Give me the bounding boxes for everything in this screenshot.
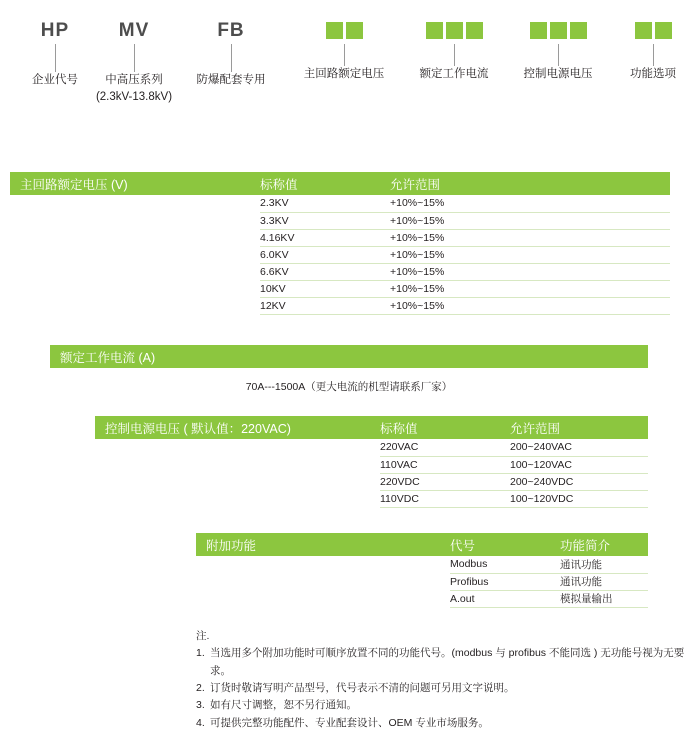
- naming-code-diagram: [0, 0, 700, 150]
- code-caption: 企业代号: [32, 74, 78, 86]
- footer-notes: [196, 628, 700, 732]
- code-caption: 防爆配套专用: [196, 74, 266, 86]
- col-header-range: 允许范围: [390, 177, 441, 192]
- connector-line: [55, 44, 56, 72]
- table-row: [196, 556, 648, 573]
- note-item: [196, 715, 700, 732]
- rated-current-title: 额定工作电流 (A): [60, 350, 156, 365]
- code-caption: 功能选项: [630, 68, 676, 80]
- cell-range: 200~240VDC: [510, 473, 648, 490]
- cell-range: 200~240VAC: [510, 439, 648, 456]
- note-number: 3.: [196, 699, 205, 712]
- code-box-group: [402, 22, 506, 40]
- table-row: [196, 573, 648, 590]
- col-header-nominal: 标称值: [380, 421, 418, 436]
- note-number: 1.: [196, 647, 205, 660]
- notes-heading: 注.: [196, 630, 210, 642]
- code-letters: MV: [118, 20, 150, 41]
- col-header-desc: 功能简介: [560, 538, 611, 553]
- code-column-control-voltage: [506, 22, 610, 83]
- table-row: [95, 490, 648, 507]
- cell-nominal: 220VDC: [380, 473, 510, 490]
- cell-nominal: 4.16KV: [260, 229, 390, 246]
- table-row: [10, 280, 670, 297]
- connector-line: [558, 44, 559, 66]
- code-box: [466, 22, 483, 39]
- cell-code: Profibus: [450, 573, 560, 590]
- cell-range: +10%~15%: [390, 297, 670, 314]
- main-voltage-title: 主回路额定电压 (V): [20, 177, 128, 192]
- table-row: [10, 263, 670, 280]
- table-row: [10, 246, 670, 263]
- code-column-series: [82, 18, 186, 107]
- cell-range: +10%~15%: [390, 263, 670, 280]
- table-row: [95, 439, 648, 456]
- table-row: [10, 212, 670, 229]
- code-box: [655, 22, 672, 39]
- code-letters: FB: [217, 20, 245, 41]
- note-text: 订货时敬请写明产品型号，代号表示不清的问题可另用文字说明。: [210, 681, 515, 694]
- table-row: [10, 229, 670, 246]
- connector-line: [454, 44, 455, 66]
- addon-function-header: [196, 533, 648, 556]
- code-box: [550, 22, 567, 39]
- cell-nominal: 6.0KV: [260, 246, 390, 263]
- note-number: 4.: [196, 716, 205, 729]
- rated-current-note: 70A---1500A（更大电流的机型请联系厂家）: [245, 381, 453, 393]
- cell-range: +10%~15%: [390, 280, 670, 297]
- connector-line: [231, 44, 232, 72]
- cell-nominal: 3.3KV: [260, 212, 390, 229]
- code-caption: 额定工作电流: [419, 68, 489, 80]
- code-box-group: [506, 22, 610, 40]
- note-text: 如有尺寸调整，恕不另行通知。: [210, 699, 357, 712]
- main-voltage-table: [10, 195, 670, 315]
- table-row: [95, 456, 648, 473]
- control-voltage-title: 控制电源电压 ( 默认值：220VAC): [105, 421, 291, 436]
- note-item: [196, 645, 700, 680]
- cell-nominal: 110VDC: [380, 490, 510, 507]
- cell-desc: 通讯功能: [560, 556, 648, 573]
- note-number: 2.: [196, 681, 205, 694]
- note-item: [196, 680, 700, 697]
- code-box: [530, 22, 547, 39]
- code-box: [326, 22, 343, 39]
- code-box: [570, 22, 587, 39]
- col-header-code: 代号: [450, 538, 476, 553]
- code-box: [346, 22, 363, 39]
- connector-line: [134, 44, 135, 72]
- note-item: [196, 697, 700, 714]
- table-row: [95, 473, 648, 490]
- rated-current-header: [50, 345, 648, 368]
- main-voltage-block: [10, 172, 670, 315]
- code-caption: 主回路额定电压: [303, 68, 385, 80]
- cell-range: 100~120VAC: [510, 456, 648, 473]
- note-text: 当选用多个附加功能时可顺序放置不同的功能代号。(modbus 与 profibus 不能同选 ) 无功能号视为无要求。: [210, 647, 685, 677]
- table-row: [196, 590, 648, 607]
- note-text: 可提供完整功能配件、专业配套设计、OEM 专业市场服务。: [210, 716, 489, 729]
- col-header-range: 允许范围: [510, 421, 561, 436]
- cell-desc: 模拟量输出: [560, 590, 648, 607]
- cell-nominal: 10KV: [260, 280, 390, 297]
- cell-range: +10%~15%: [390, 246, 670, 263]
- cell-nominal: 12KV: [260, 297, 390, 314]
- cell-range: 100~120VDC: [510, 490, 648, 507]
- cell-nominal: 6.6KV: [260, 263, 390, 280]
- cell-nominal: 2.3KV: [260, 195, 390, 212]
- rated-current-block: [50, 345, 648, 394]
- control-voltage-block: [95, 416, 648, 508]
- table-row: [10, 195, 670, 212]
- control-voltage-header: [95, 416, 648, 439]
- main-voltage-header: [10, 172, 670, 195]
- code-box: [426, 22, 443, 39]
- code-box-group: [286, 22, 402, 40]
- code-box: [446, 22, 463, 39]
- code-caption: 中高压系列 (2.3kV-13.8kV): [95, 74, 173, 104]
- cell-range: +10%~15%: [390, 229, 670, 246]
- cell-desc: 通讯功能: [560, 573, 648, 590]
- connector-line: [344, 44, 345, 66]
- addon-function-title: 附加功能: [206, 538, 257, 553]
- code-caption: 控制电源电压: [523, 68, 593, 80]
- code-column-rated-current: [402, 22, 506, 83]
- code-column-main-voltage: [286, 22, 402, 83]
- cell-nominal: 110VAC: [380, 456, 510, 473]
- code-box-group: [610, 22, 696, 40]
- code-column-explosion-proof: [176, 18, 286, 89]
- control-voltage-table: [95, 439, 648, 508]
- col-header-nominal: 标称值: [260, 177, 298, 192]
- connector-line: [653, 44, 654, 66]
- addon-function-table: [196, 556, 648, 608]
- code-box: [635, 22, 652, 39]
- cell-nominal: 220VAC: [380, 439, 510, 456]
- table-row: [10, 297, 670, 314]
- cell-range: +10%~15%: [390, 212, 670, 229]
- addon-function-block: [196, 533, 648, 608]
- cell-code: A.out: [450, 590, 560, 607]
- cell-code: Modbus: [450, 556, 560, 573]
- code-letters: HP: [40, 20, 70, 41]
- code-column-options: [610, 22, 696, 83]
- cell-range: +10%~15%: [390, 195, 670, 212]
